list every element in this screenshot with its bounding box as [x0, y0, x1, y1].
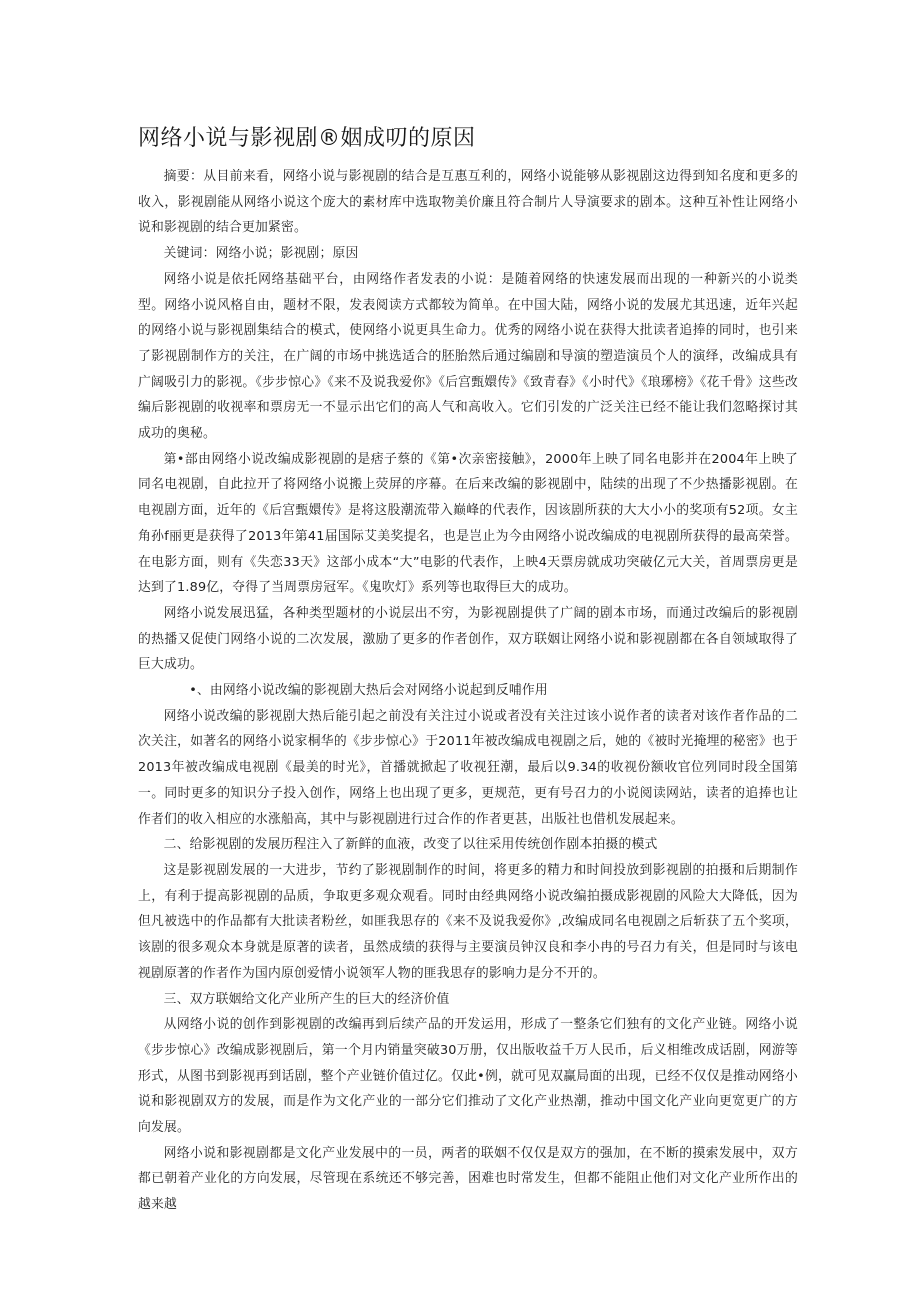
document-body [138, 164, 798, 1218]
section-3-paragraph-1: 从网络小说的创作到影视剧的改编再到后续产品的开发运用，形成了一整条它们独有的文化产业链。网络小说《步步惊心》改编成影视剧后，第一个月内销量突破30万册，仅出版收益千万人民币，后义相维改成话剧，网游等形式，从图书到影视再到话剧，整个产业链价值过亿。仅此•例，就可见双赢局面的出现，已经不仅仅是推动网络小说和影视剧双方的发展，而是作为文化产业的一部分它们推动了文化产业热潮，推动中国文化产业向更宽更广的方向发展。 [138, 1017, 798, 1136]
intro-paragraph-3: 网络小说发展迅猛，各种类型题材的小说层出不穷，为影视剧提供了广阔的剧本市场，而通过改编后的影视剧的热播又促使门网络小说的二次发展，激励了更多的作者创作，双方联姻让网络小说和影视剧都在各自领域取得了巨大成功。 [138, 605, 798, 673]
intro-paragraph-1: 网络小说是依托网络基础平台，由网络作者发表的小说：是随着网络的快速发展而出现的一种新兴的小说类型。网络小说风格自由，题材不限，发表阅读方式都较为简单。在中国大陆，网络小说的发展尤其迅速，近年兴起的网络小说与影视剧集结合的模式，使网络小说更具生命力。优秀的网络小说在获得大批读者追捧的同时，也引来了影视剧制作方的关注，在广阔的市场中挑选适合的胚胎然后通过编剧和导演的塑造演员个人的演绎，改编成具有广阔吸引力的影视。《步步惊心》《来不及说我爱你》《后宫甄嬛传》《致青春》《小时代》《琅琊榜》《花千骨》这些改编后影视剧的收视率和票房无一不显示出它们的高人气和高收入。它们引发的广泛关注已经不能让我们忽略探讨其成功的奥秘。 [138, 271, 798, 442]
intro-paragraph-2: 第•部由网络小说改编成影视剧的是痞子蔡的《第•次亲密接触》，2000年上映了同名电影并在2004年上映了同名电视剧，自此拉开了将网络小说搬上荧屏的序幕。在后来改编的影视剧中，陆续的出现了不少热播影视剧。在电视剧方面，近年的《后宫甄嬛传》是将这股潮流带入巅峰的代表作，因该剧所获的大大小小的奖项有52项。女主角孙f丽更是获得了2013年第41届国际艾美奖提名，也是岂止为今由网络小说改编成的电视剧所获得的最高荣誉。在电影方面，则有《失恋33天》这部小成本“大”电影的代表作，上映4天票房就成功突破亿元大关，首周票房更是达到了1.89亿，夺得了当周票房冠军。《鬼吹灯》系列等也取得巨大的成功。 [138, 451, 798, 596]
keywords-line: 关键词：网络小说；影视剧；原因 [163, 246, 359, 262]
abstract-paragraph: 摘要：从目前来看，网络小说与影视剧的结合是互惠互利的，网络小说能够从影视剧这边得到知名度和更多的收入，影视剧能从网络小说这个庞大的素材库中选取物美价廉且符合制片人导演要求的剧本。这种互补性让网络小说和影视剧的结合更加紧密。 [138, 169, 798, 236]
section-1-heading: •、由网络小说改编的影视剧大热后会对网络小说起到反哺作用 [189, 683, 548, 699]
document-title: 网络小说与影视剧®姻成叨的原因 [138, 126, 476, 151]
section-2-heading: 二、给影视剧的发展历程注入了新鲜的血液，改变了以往采用传统创作剧本拍摄的模式 [163, 837, 658, 853]
section-1-paragraph: 网络小说改编的影视剧大热后能引起之前没有关注过小说或者没有关注过该小说作者的读者对该作者作品的二次关注，如著名的网络小说家桐华的《步步惊心》于2011年被改编成电视剧之后，她的《被时光掩埋的秘密》也于2013年被改编成电视剧《最美的时光》，首播就掀起了收视狂潮，最后以9.34的收视份额收官位列同时段全国第一。同时更多的知识分子投入创作，网络上也出现了更多，更规范，更有号召力的小说阅读网站，读者的追捧也让作者们的收入相应的水涨船高，其中与影视剧进行过合作的作者更甚，出版社也借机发展起来。 [138, 708, 798, 827]
section-2-paragraph: 这是影视剧发展的一大进步，节约了影视剧制作的时间，将更多的精力和时间投放到影视剧的拍摄和后期制作上，有利于提高影视剧的品质，争取更多观众观看。同时由经典网络小说改编拍摄成影视剧的风险大大降低，因为但凡被选中的作品都有大批读者粉丝，如匪我思存的《来不及说我爱你》,改编成同名电视剧之后斩获了五个奖项，该剧的很多观众本身就是原著的读者，虽然成绩的获得与主要演员钟汉良和李小冉的号召力有关，但是同时与该电视剧原著的作者作为国内原创爱情小说领军人物的匪我思存的影响力是分不开的。 [138, 862, 798, 981]
section-3-paragraph-2: 网络小说和影视剧都是文化产业发展中的一员，两者的联姻不仅仅是双方的强加，在不断的摸索发展中，双方都已朝着产业化的方向发展，尽管现在系统还不够完善，困难也时常发生，但都不能阻止他们对文化产业所作出的越来越 [138, 1145, 798, 1213]
section-3-heading: 三、双方联姻给文化产业所产生的巨大的经济价值 [163, 991, 450, 1007]
